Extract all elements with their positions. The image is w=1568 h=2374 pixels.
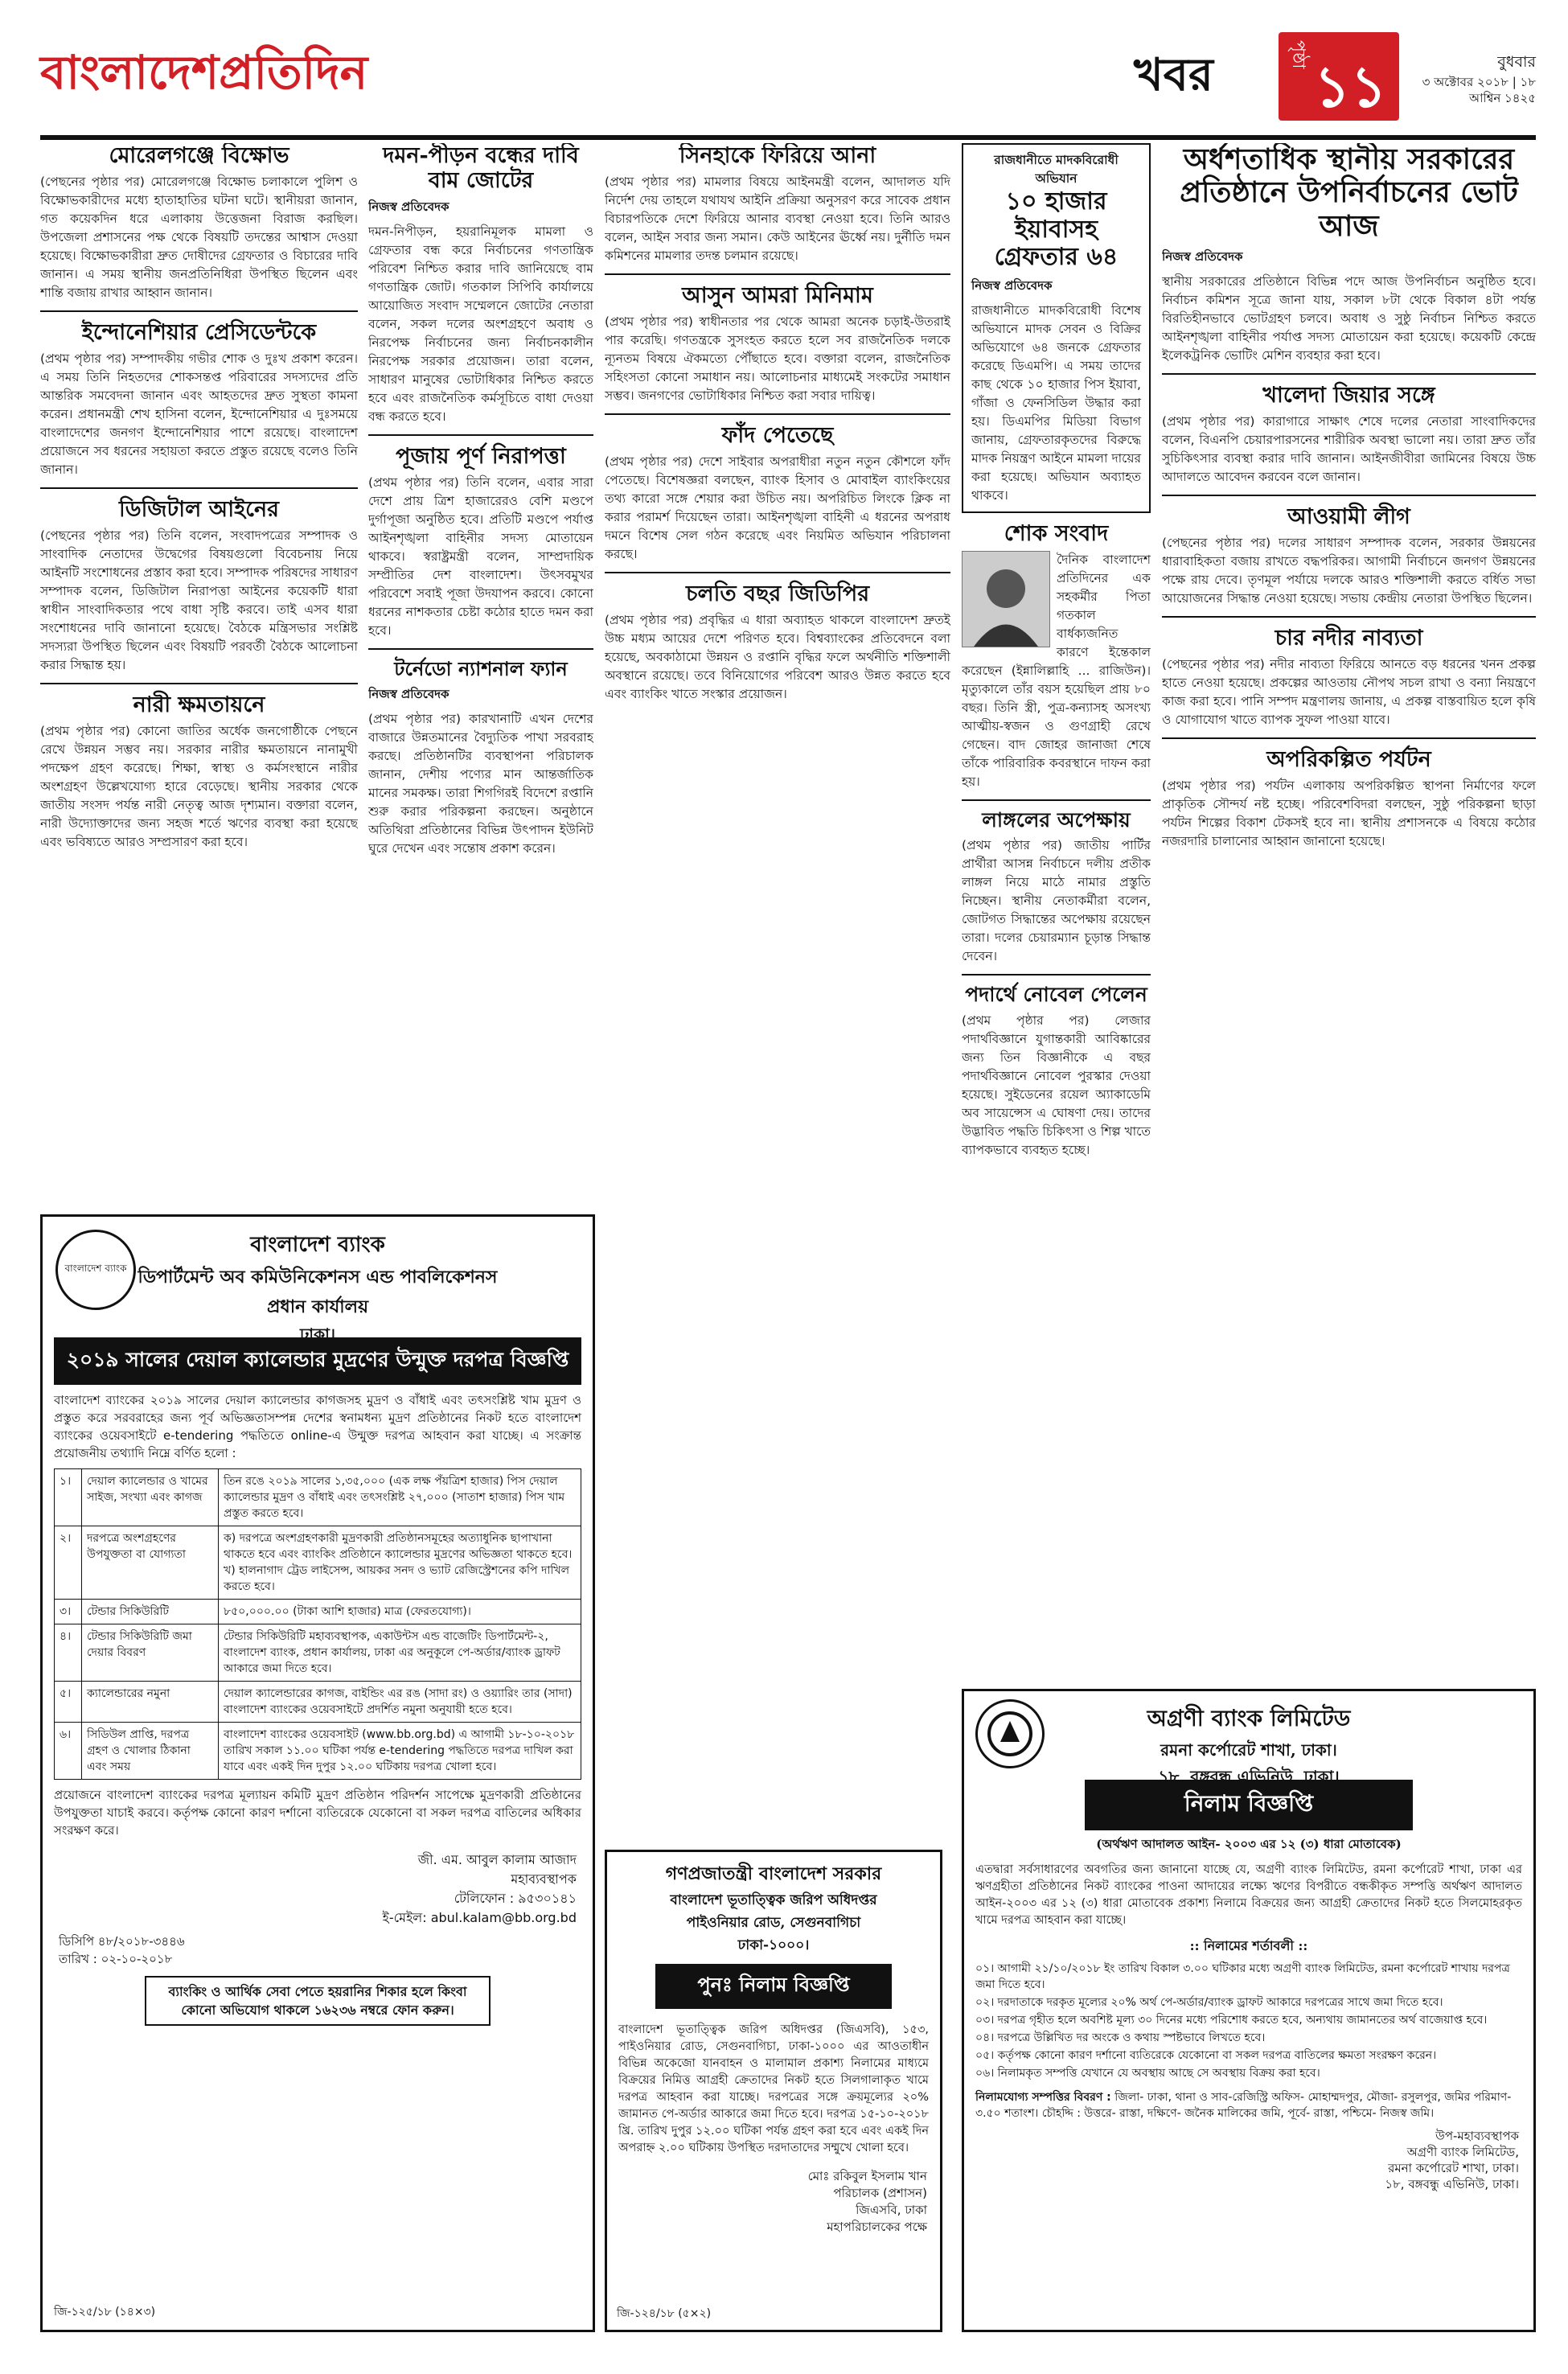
table-row bbox=[55, 1469, 581, 1526]
term-item: ০৬। নিলামকৃত সম্পত্তি যেখানে যে অবস্থায় আছে সে অবস্থায় বিক্রয় করা হবে। bbox=[975, 2067, 1320, 2080]
property-title: নিলামযোগ্য সম্পত্তির বিবরণ : bbox=[975, 2091, 1111, 2104]
ref-date: তারিখ : ০২-১০-২০১৮ bbox=[59, 1952, 173, 1966]
byline: নিজস্ব প্রতিবেদক bbox=[1162, 249, 1243, 265]
divider bbox=[1162, 737, 1536, 739]
ad-banner: নিলাম বিজ্ঞপ্তি bbox=[1085, 1780, 1413, 1830]
byline: নিজস্ব প্রতিবেদক bbox=[368, 199, 449, 215]
divider bbox=[962, 799, 1151, 801]
story-body: (পেছনের পৃষ্ঠার পর) তিনি বলেন, সংবাদপত্রের সম্পাদক ও সাংবাদিক নেতাদের উদ্বেগের বিষয়গুলো বিবেচনায় নিয়ে আইনটি সংশোধনের প্রস্তাব করা হবে। সম্পাদক পরিষদের সাধারণ সম্পাদক বলেন, ডিজিটাল নিরাপত্তা আইনের কয়েকটি ধারা স্বাধীন সাংবাদিকতার পথে বাধা সৃষ্টি করবে। তাই এসব ধারা সংশোধনের দাবি জানানো হয়েছে। বৈঠকে মন্ত্রিসভার সংশ্লিষ্ট সদস্যরা উপস্থিত ছিলেন এবং বিষয়টি পরবর্তী বৈঠকে আলোচনা করার সিদ্ধান্ত হয়। bbox=[40, 528, 358, 673]
org-short: জিএসবি, ঢাকা bbox=[856, 2203, 927, 2217]
masthead-rule bbox=[40, 135, 1536, 140]
headline[interactable]: লাঙ্গলের অপেক্ষায় bbox=[982, 807, 1131, 832]
term-item: ০১। আগামী ২১/১০/২০১৮ ইং তারিখ বিকাল ৩.০০ ঘটিকার মধ্যে অগ্রণী ব্যাংক লিমিটেড, রমনা কর্পোরেট শাখায় দরপত্র জমা দিতে হবে। bbox=[975, 1962, 1510, 1991]
ad-bank: অগ্রণী ব্যাংক লিমিটেড bbox=[1147, 1705, 1351, 1731]
ad-reference bbox=[43, 1932, 593, 1968]
column-4 bbox=[962, 143, 1151, 1406]
logo-mark-icon bbox=[986, 1710, 1034, 1758]
table-row bbox=[55, 1526, 581, 1600]
story-indonesia bbox=[40, 320, 358, 479]
term-item: ০৫। কর্তৃপক্ষ কোনো কারণ দর্শানো ব্যতিরেকে যেকোনো বা সকল দরপত্র বাতিলের ক্ষমতা সংরক্ষণ করেন। bbox=[975, 2049, 1437, 2062]
table-row bbox=[55, 1600, 581, 1624]
email-link[interactable]: ই-মেইল: abul.kalam@bb.org.bd bbox=[382, 1910, 577, 1925]
story-body: (প্রথম পৃষ্ঠার পর) কোনো জাতির অর্ধেক জনগোষ্ঠীকে পেছনে রেখে উন্নয়ন সম্ভব নয়। সরকার নারীর ক্ষমতায়নে নানামুখী পদক্ষেপ গ্রহণ করেছে। শিক্ষা, স্বাস্থ্য ও কর্মসংস্থানে নারীর অংশগ্রহণ উল্লেখযোগ্য হারে বেড়েছে। স্থানীয় সরকার থেকে জাতীয় সংসদ পর্যন্ত নারী নেতৃত্ব আজ দৃশ্যমান। বক্তারা বলেন, নারী উদ্যোক্তাদের জন্য সহজ শর্তে ঋণের ব্যবস্থা করা হয়েছে এবং ভবিষ্যতে আরও সম্প্রসারণ করা হবে। bbox=[40, 724, 358, 850]
story-gdp bbox=[605, 581, 950, 704]
story-body: (প্রথম পৃষ্ঠার পর) লেজার পদার্থবিজ্ঞানে যুগান্তকারী আবিষ্কারের জন্য তিন বিজ্ঞানীকে এ বছর পদার্থবিজ্ঞানে নোবেল পুরস্কার দেওয়া হয়েছে। সুইডেনের রয়েল অ্যাকাডেমি অব সায়েন্সেস এ ঘোষণা দেয়। তাদের উদ্ভাবিত পদ্ধতি চিকিৎসা ও শিল্প খাতে ব্যাপকভাবে ব্যবহৃত হচ্ছে। bbox=[962, 1013, 1151, 1158]
byline: নিজস্ব প্রতিবেদক bbox=[971, 277, 1053, 293]
story-body: দমন-নিপীড়ন, হয়রানিমূলক মামলা ও গ্রেফতার বন্ধ করে নির্বাচনের গণতান্ত্রিক পরিবেশ নিশ্চিত করার দাবি জানিয়েছে বাম গণতান্ত্রিক জোট। গতকাল সিপিবি কার্যালয়ে আয়োজিত সংবাদ সম্মেলনে জোটের নেতারা বলেন, সকল দলের অংশগ্রহণে অবাধ ও নিরপেক্ষ নির্বাচনের জন্য নির্বাচনকালীন নিরপেক্ষ সরকার প্রয়োজন। তারা বলেন, সাধারণ মানুষের ভোটাধিকার নিশ্চিত করতে হবে এবং রাজনৈতিক কর্মসূচিতে বাধা দেওয়া বন্ধ করতে হবে। bbox=[368, 224, 593, 425]
ad-agrani-bank[interactable] bbox=[962, 1689, 1536, 2332]
divider bbox=[40, 310, 358, 312]
ad-org: বাংলাদেশ ব্যাংক bbox=[250, 1233, 385, 1257]
sign-role: উপ-মহাব্যবস্থাপক bbox=[1435, 2129, 1519, 2143]
divider bbox=[368, 648, 593, 650]
signatory: জী. এম. আবুল কালাম আজাদ bbox=[417, 1852, 577, 1867]
row-item: দেয়াল ক্যালেন্ডার ও খামের সাইজ, সংখ্যা এবং কাগজ bbox=[82, 1469, 219, 1526]
tender-table bbox=[54, 1468, 581, 1780]
story-body: (প্রথম পৃষ্ঠার পর) সম্পাদকীয় গভীর শোক ও দুঃখ প্রকাশ করেন। এ সময় তিনি নিহতদের শোকসন্তপ্ত পরিবারের সদস্যদের প্রতি আন্তরিক সমবেদনা জানান এবং আহতদের দ্রুত সুস্থতা কামনা করেন। প্রধানমন্ত্রী শেখ হাসিনা বলেন, ইন্দোনেশিয়ার এ দুঃসময়ে বাংলাদেশের জনগণ ইন্দোনেশিয়ার পাশে রয়েছে। বাংলাদেশ প্রয়োজনে সব ধরনের সহায়তা করতে প্রস্তুত রয়েছে বলেও তিনি জানান। bbox=[40, 351, 358, 478]
terms-title: :: নিলামের শর্তাবলী :: bbox=[1189, 1938, 1308, 1953]
ad-banner: পুনঃ নিলাম বিজ্ঞপ্তি bbox=[655, 1964, 892, 2009]
headline[interactable]: সিনহাকে ফিরিয়ে আনা bbox=[679, 143, 876, 168]
story-body: (পেছনের পৃষ্ঠার পর) মোরেলগঞ্জে বিক্ষোভ চলাকালে পুলিশ ও বিক্ষোভকারীদের মধ্যে হাতাহাতির ঘটনা ঘটে। স্থানীয়রা জানান, গত কয়েকদিন ধরে এলাকায় উত্তেজনা বিরাজ করছিল। উপজেলা প্রশাসনের পক্ষ থেকে বিষয়টি তদন্তের আশ্বাস দেওয়া হয়েছে। বিক্ষোভকারীরা দ্রুত দোষীদের গ্রেফতার ও বিচারের দাবি জানান। এ সময় স্থানীয় জনপ্রতিনিধিরা উপস্থিত ছিলেন এবং শান্তি বজায় রাখার আহ্বান জানান। bbox=[40, 175, 358, 301]
table-row bbox=[55, 1682, 581, 1723]
bank-logo-icon bbox=[975, 1699, 1045, 1768]
story-left-alliance bbox=[368, 143, 593, 426]
story-obituary bbox=[962, 521, 1151, 791]
masthead bbox=[40, 32, 1536, 129]
story-morelganj bbox=[40, 143, 358, 302]
divider bbox=[605, 413, 950, 415]
story-puja-security bbox=[368, 444, 593, 640]
ad-gov: গণপ্রজাতন্ত্রী বাংলাদেশ সরকার bbox=[665, 1863, 882, 1884]
on-behalf: মহাপরিচালকের পক্ষে bbox=[827, 2220, 927, 2234]
ad-body: এতদ্বারা সর্বসাধারণের অবগতির জন্য জানানো যাচ্ছে যে, অগ্রণী ব্যাংক লিমিটেড, রমনা কর্পোরেট শাখা, ঢাকা এর ঋণগ্রহীতা প্রতিষ্ঠানের নিকট ব্যাংকের পাওনা আদায়ের লক্ষ্যে ঋণের বিপরীতে বন্ধকীকৃত সম্পত্তি অর্থঋণ আদালত আইন-২০০৩ এর ১২ (৩) ধারা মোতাবেক প্রকাশ্য নিলামে বিক্রয়ের জন্য আগ্রহী ক্রেতাদের নিকট হতে সিলমোহরকৃত খামে দরপত্র আহবান করা যাচ্ছে। bbox=[975, 1863, 1522, 1927]
term-item: ০২। দরদাতাকে দরকৃত মূল্যের ২০% অর্থ পে-অর্ডার/ব্যাংক ড্রাফট আকারে দরপত্রের সাথে জমা দিতে হবে। bbox=[975, 1996, 1443, 2009]
ref-number: ডিসিপি ৪৮/২০১৮-৩৪৪৬ bbox=[59, 1934, 185, 1949]
ad-banner: ২০১৯ সালের দেয়াল ক্যালেন্ডার মুদ্রণের উন্মুক্ত দরপত্র বিজ্ঞপ্তি bbox=[54, 1337, 581, 1385]
headline[interactable]: নারী ক্ষমতায়নে bbox=[133, 692, 265, 718]
story-awami-league bbox=[1162, 504, 1536, 608]
story-tourism bbox=[1162, 747, 1536, 851]
ad-dept: ডিপার্টমেন্ট অব কমিউনিকেশনস এন্ড পাবলিকেশনস bbox=[138, 1267, 498, 1288]
ad-city: ঢাকা-১০০০। bbox=[737, 1937, 810, 1953]
ad-body: বাংলাদেশ ভূতাত্ত্বিক জরিপ অধিদপ্তর (জিএসবি), ১৫৩, পাইওনিয়ার রোড, সেগুনবাগিচা, ঢাকা-১০০০ এর আওতাধীন বিভিন্ন অকেজো যানবাহন ও মালামাল প্রকাশ্য নিলামের মাধ্যমে বিক্রয়ের নিমিত্ত আগ্রহী ক্রেতাদের নিকট হতে সিলগালাকৃত খামে দরপত্র আহবান করা যাচ্ছে। দরপত্রের সঙ্গে ক্রয়মূল্যের ২০% জামানত পে-অর্ডার আকারে জমা দিতে হবে। দরপত্র ১৫-১০-২০১৮ খ্রি. তারিখ দুপুর ১২.০০ ঘটিকা পর্যন্ত গ্রহণ করা হবে এবং একই দিন অপরাহ্ন ২.০০ ঘটিকায় উপস্থিত দরদাতাদের সম্মুখে খোলা হবে। bbox=[618, 2023, 929, 2154]
divider bbox=[40, 487, 358, 489]
divider bbox=[1162, 373, 1536, 375]
seal-text: বাংলাদেশ ব্যাংক bbox=[64, 1263, 127, 1274]
headline[interactable]: খালেদা জিয়ার সঙ্গে bbox=[1262, 383, 1435, 409]
headline[interactable]: পদার্থে নোবেল পেলেন bbox=[965, 983, 1147, 1007]
story-body: (প্রথম পৃষ্ঠার পর) পর্যটন এলাকায় অপরিকল্পিত স্থাপনা নির্মাণের ফলে প্রাকৃতিক সৌন্দর্য নষ্ট হচ্ছে। পরিবেশবিদরা বলছেন, সুষ্ঠু পরিকল্পনা ছাড়া পর্যটন শিল্পের বিকাশ টেকসই হবে না। স্থানীয় প্রশাসনকে এ বিষয়ে কঠোর নজরদারি চালানোর আহ্বান জানানো হয়েছে। bbox=[1162, 778, 1536, 849]
designation: পরিচালক (প্রশাসন) bbox=[833, 2186, 927, 2200]
row-detail: টেন্ডার সিকিউরিটি মহাব্যবস্থাপক, একাউন্টস এন্ড বাজেটিং ডিপার্টমেন্ট-২, বাংলাদেশ ব্যাংক, প্রধান কার্যালয়, ঢাকা এর অনুকূলে পে-অর্ডার/ব্যাংক ড্রাফট আকারে জমা দিতে হবে। bbox=[219, 1624, 581, 1682]
ad-code: জি-১২৫/১৮ (১৪×৩) bbox=[54, 2306, 156, 2319]
property-desc: জিলা- ঢাকা, থানা ও সাব-রেজিস্ট্রি অফিস- মোহাম্মদপুর, মৌজা- রসুলপুর, জমির পরিমাণ- ৩.৫০ শতাংশ। চৌহদ্দি : উত্তরে- রাস্তা, দক্ষিণে- জনৈক মালিকের জমি, পূর্বে- রাস্তা, পশ্চিমে- নিজস্ব জমি। bbox=[975, 2091, 1512, 2120]
headline[interactable]: দমন-পীড়ন বন্ধের দাবি বাম জোটের bbox=[383, 143, 579, 194]
headline[interactable]: চার নদীর নাব্যতা bbox=[1275, 626, 1423, 651]
ad-signature bbox=[607, 2163, 940, 2241]
headline[interactable]: চলতি বছর জিডিপির bbox=[685, 581, 870, 607]
story-body: (প্রথম পৃষ্ঠার পর) জাতীয় পার্টির প্রার্থীরা আসন্ন নির্বাচনে দলীয় প্রতীক লাঙ্গল নিয়ে মাঠে নামার প্রস্তুতি নিচ্ছেন। স্থানীয় নেতাকর্মীরা বলেন, জোটগত সিদ্ধান্তের অপেক্ষায় রয়েছেন তারা। দলের চেয়ারম্যান চূড়ান্ত সিদ্ধান্ত দেবেন। bbox=[962, 838, 1151, 964]
divider bbox=[368, 434, 593, 436]
divider bbox=[605, 572, 950, 573]
property-block bbox=[964, 2086, 1533, 2125]
story-body: রাজধানীতে মাদকবিরোধী বিশেষ অভিযানে মাদক সেবন ও বিক্রির অভিযোগে ৬৪ জনকে গ্রেফতার করেছে ডিএমপি। এ সময় তাদের কাছ থেকে ১০ হাজার পিস ইয়াবা, গাঁজা ও ফেনসিডিল উদ্ধার করা হয়। ডিএমপির মিডিয়া বিভাগ জানায়, গ্রেফতারকৃতদের বিরুদ্ধে মাদক নিয়ন্ত্রণ আইনে মামলা দায়ের করা হয়েছে। অভিযান অব্যাহত থাকবে। bbox=[971, 302, 1141, 503]
ad-office: প্রধান কার্যালয় bbox=[266, 1296, 369, 1317]
row-detail: ৮৫০,০০০.০০ (টাকা আশি হাজার) মাত্র (ফেরতযোগ্য)। bbox=[219, 1600, 581, 1624]
headline[interactable]: ইন্দোনেশিয়ার প্রেসিডেন্টকে bbox=[81, 320, 317, 346]
row-number: ১। bbox=[55, 1469, 82, 1526]
row-item: টেন্ডার সিকিউরিটি জমা দেয়ার বিবরণ bbox=[82, 1624, 219, 1682]
ad-addr: পাইওনিয়ার রোড, সেগুনবাগিচা bbox=[686, 1915, 861, 1931]
divider bbox=[962, 974, 1151, 975]
story-body: (পেছনের পৃষ্ঠার পর) নদীর নাব্যতা ফিরিয়ে আনতে বড় ধরনের খনন প্রকল্প হাতে নেওয়া হয়েছে। প্রকল্পের আওতায় নৌপথ সচল রাখা ও বন্যা নিয়ন্ত্রণে কাজ করা হবে। পানি সম্পদ মন্ত্রণালয় জানায়, এ প্রকল্প বাস্তবায়িত হলে কৃষি ও যোগাযোগ খাতে ব্যাপক সুফল পাওয়া যাবে। bbox=[1162, 657, 1536, 728]
kicker: রাজধানীতে মাদকবিরোধী অভিযান bbox=[994, 153, 1119, 186]
story-body: দৈনিক বাংলাদেশ প্রতিদিনের এক সহকর্মীর পিতা গতকাল বার্ধক্যজনিত কারণে ইন্তেকাল করেছেন (ইন্নালিল্লাহি ... রাজিউন)। মৃত্যুকালে তাঁর বয়স হয়েছিল প্রায় ৮০ বছর। তিনি স্ত্রী, পুত্র-কন্যাসহ অসংখ্য আত্মীয়-স্বজন ও গুণগ্রাহী রেখে গেছেন। বাদ জোহর জানাজা শেষে তাঁকে পারিবারিক কবরস্থানে দাফন করা হয়। bbox=[962, 552, 1151, 789]
story-plough bbox=[962, 809, 1151, 967]
phone: টেলিফোন : ৯৫৩০১৪১ bbox=[454, 1891, 577, 1906]
story-body: (প্রথম পৃষ্ঠার পর) কারখানাটি এখন দেশের বাজারে উন্নতমানের বৈদ্যুতিক পাখা সরবরাহ করছে। প্রতিষ্ঠানটির ব্যবস্থাপনা পরিচালক জানান, দেশীয় পণ্যের মান আন্তর্জাতিক মানের সমকক্ষ। তারা শিগগিরই বিদেশে রপ্তানি শুরু করার পরিকল্পনা করছেন। অনুষ্ঠানে অতিথিরা প্রতিষ্ঠানের বিভিন্ন উৎপাদন ইউনিট ঘুরে দেখেন এবং সন্তোষ প্রকাশ করেন। bbox=[368, 711, 593, 856]
ad-intro: বাংলাদেশ ব্যাংকের ২০১৯ সালের দেয়াল ক্যালেন্ডার কাগজসহ মুদ্রণ ও বাঁধাই এবং তৎসংশ্লিষ্ট খাম মুদ্রণ ও প্রস্তুত করে সরবরাহের জন্য পূর্ব অভিজ্ঞতাসম্পন্ন দেশের স্বনামধন্য মুদ্রণ প্রতিষ্ঠানের নিকট হতে বাংলাদেশ ব্যাংকের ওয়েবসাইটে e-tendering পদ্ধতিতে online-এ উন্মুক্ত দরপত্র আহবান করা যাচ্ছে। এ সংক্রান্ত প্রয়োজনীয় তথ্যাদি নিম্নে বর্ণিত হলো : bbox=[54, 1393, 581, 1460]
story-body: (প্রথম পৃষ্ঠার পর) স্বাধীনতার পর থেকে আমরা অনেক চড়াই-উতরাই পার করেছি। গণতন্ত্রকে সুসংহত করতে হলে সব রাজনৈতিক দলকে ন্যূনতম বিষয়ে ঐকমত্যে পৌঁছাতে হবে। বক্তারা বলেন, রাজনৈতিক সহিংসতা কোনো সমাধান নয়। আলোচনার মাধ্যমেই সংকটের সমাধান সম্ভব। জনগণের ভোটাধিকার নিশ্চিত করা সবার দায়িত্ব। bbox=[605, 314, 950, 404]
headline[interactable]: শোক সংবাদ bbox=[1004, 520, 1109, 546]
ad-city: ঢাকা। bbox=[299, 1325, 336, 1344]
row-detail: ক) দরপত্রে অংশগ্রহণকারী মুদ্রণকারী প্রতিষ্ঠানসমূহের অত্যাধুনিক ছাপাখানা থাকতে হবে এবং ব্যাংকিং প্রতিষ্ঠানে ক্যালেন্ডার মুদ্রণের অভিজ্ঞতা থাকতে হবে। খ) হালনাগাদ ট্রেড লাইসেন্স, আয়কর সনদ ও ভ্যাট রেজিস্ট্রেশনের কপি দাখিল করতে হবে। bbox=[219, 1526, 581, 1600]
ad-act: (অর্থঋণ আদালত আইন- ২০০৩ এর ১২ (৩) ধারা মোতাবেক) bbox=[1096, 1837, 1402, 1851]
story-women-empowerment bbox=[40, 692, 358, 852]
ad-bangladesh-bank[interactable] bbox=[40, 1214, 595, 2332]
portrait-icon bbox=[970, 558, 1042, 647]
page-number: ১১ bbox=[1314, 54, 1387, 120]
weekday: বুধবার bbox=[1497, 53, 1536, 71]
story-digital-law bbox=[40, 497, 358, 675]
ad-outro: প্রয়োজনে বাংলাদেশ ব্যাংকের দরপত্র মূল্যায়ন কমিটি মুদ্রণ প্রতিষ্ঠান পরিদর্শন সাপেক্ষে মুদ্রণকারী প্রতিষ্ঠানের উপযুক্ততা যাচাই করবে। কর্তৃপক্ষ কোনো কারণ দর্শানো ব্যতিরেকে যেকোনো বা সকল দরপত্র বাতিলের অধিকার সংরক্ষণ করে। bbox=[54, 1788, 581, 1838]
story-body: (পেছনের পৃষ্ঠার পর) দলের সাধারণ সম্পাদক বলেন, সরকার উন্নয়নের ধারাবাহিকতা বজায় রাখতে বদ্ধপরিকর। আগামী নির্বাচনে জনগণ উন্নয়নের পক্ষে রায় দেবে। তৃণমূল পর্যায়ে দলকে আরও শক্তিশালী করতে বর্ধিত সভা আয়োজনের সিদ্ধান্ত নেওয়া হয়েছে। সভায় কেন্দ্রীয় নেতারা উপস্থিত ছিলেন। bbox=[1162, 536, 1536, 606]
story-sinha bbox=[605, 143, 950, 265]
story-fan bbox=[368, 658, 593, 858]
story-trap bbox=[605, 423, 950, 564]
logo-part1: বাংলাদেশ bbox=[40, 45, 220, 100]
divider bbox=[1162, 495, 1536, 496]
headline[interactable]: মোরেলগঞ্জে বিক্ষোভ bbox=[109, 143, 289, 168]
headline[interactable]: অপরিকল্পিত পর্যটন bbox=[1266, 747, 1431, 773]
story-body: (প্রথম পৃষ্ঠার পর) কারাগারে সাক্ষাৎ শেষে দলের নেতারা সাংবাদিকদের বলেন, বিএনপি চেয়ারপারসনের শারীরিক অবস্থা ভালো নয়। তারা দ্রুত তাঁর সুচিকিৎসার ব্যবস্থা করার দাবি জানান। আইনজীবীরা জামিনের বিষয়ে উচ্চ আদালতে আবেদন করবেন বলে জানান। bbox=[1162, 414, 1536, 485]
story-body: (প্রথম পৃষ্ঠার পর) প্রবৃদ্ধির এ ধারা অব্যাহত থাকলে বাংলাদেশ দ্রুতই উচ্চ মধ্যম আয়ের দেশে পরিণত হবে। বিশ্বব্যাংকের প্রতিবেদনে বলা হয়েছে, অবকাঠামো উন্নয়ন ও রপ্তানি বৃদ্ধির ফলে অর্থনীতি শক্তিশালী অবস্থানে রয়েছে। তবে বিনিয়োগের পরিবেশ আরও উন্নত করতে হবে এবং ব্যাংকিং খাতে সংস্কার প্রয়োজন। bbox=[605, 613, 950, 702]
row-number: ৫। bbox=[55, 1682, 82, 1723]
page-label: পৃষ্ঠা bbox=[1288, 40, 1308, 69]
row-item: সিডিউল প্রাপ্তি, দরপত্র গ্রহণ ও খোলার ঠিকানা এবং সময় bbox=[82, 1723, 219, 1780]
row-item: দরপত্রে অংশগ্রহণের উপযুক্ততা বা যোগ্যতা bbox=[82, 1526, 219, 1600]
divider bbox=[1162, 616, 1536, 618]
ad-code: জি-১২৪/১৮ (৫×২) bbox=[617, 2307, 712, 2320]
story-khaleda bbox=[1162, 383, 1536, 487]
ad-org: বাংলাদেশ ভূতাত্ত্বিক জরিপ অধিদপ্তর bbox=[670, 1892, 877, 1908]
row-item: ক্যালেন্ডারের নমুনা bbox=[82, 1682, 219, 1723]
column-3 bbox=[605, 143, 950, 1800]
headline[interactable]: ডিজিটাল আইনের bbox=[119, 497, 279, 523]
ad-addr: ১৮, বঙ্গবন্ধু এভিনিউ, ঢাকা। bbox=[1158, 1767, 1340, 1786]
ad-branch: রমনা কর্পোরেট শাখা, ঢাকা। bbox=[1160, 1740, 1337, 1760]
headline[interactable]: ১০ হাজার ইয়াবাসহ গ্রেফতার ৬৪ bbox=[994, 187, 1119, 271]
story-body: স্থানীয় সরকারের প্রতিষ্ঠানে বিভিন্ন পদে আজ উপনির্বাচন অনুষ্ঠিত হবে। নির্বাচন কমিশন সূত্রে জানা যায়, সকাল ৮টা থেকে বিকাল ৪টা পর্যন্ত বিরতিহীনভাবে ভোটগ্রহণ চলবে। অবাধ ও সুষ্ঠু নির্বাচন নিশ্চিত করতে আইনশৃঙ্খলা বাহিনীর পর্যাপ্ত সদস্য মোতায়েন করা হয়েছে। কয়েকটি কেন্দ্রে ইলেকট্রনিক ভোটিং মেশিন ব্যবহার করা হবে। bbox=[1162, 274, 1536, 363]
story-body: (প্রথম পৃষ্ঠার পর) তিনি বলেন, এবার সারা দেশে প্রায় ত্রিশ হাজারেরও বেশি মণ্ডপে দুর্গাপূজা অনুষ্ঠিত হবে। প্রতিটি মণ্ডপে পর্যাপ্ত আইনশৃঙ্খলা বাহিনীর সদস্য মোতায়েন থাকবে। স্বরাষ্ট্রমন্ত্রী বলেন, সাম্প্রদায়িক সম্প্রীতির দেশ বাংলাদেশ। উৎসবমুখর পরিবেশে সবাই পূজা উদযাপন করবে। কোনো ধরনের নাশকতার চেষ্টা কঠোর হাতে দমন করা হবে। bbox=[368, 475, 593, 639]
column-1 bbox=[40, 143, 358, 1205]
date: ৩ অক্টোবর ২০১৮ | ১৮ আশ্বিন ১৪২৫ bbox=[1422, 75, 1536, 105]
story-minimum bbox=[605, 283, 950, 405]
headline[interactable]: আসুন আমরা মিনিমাম bbox=[682, 283, 873, 309]
sign-branch: রমনা কর্পোরেট শাখা, ঢাকা। bbox=[1388, 2161, 1519, 2175]
headline[interactable]: ফাঁদ পেতেছে bbox=[721, 423, 834, 449]
dateline bbox=[1403, 50, 1536, 106]
story-rivers bbox=[1162, 626, 1536, 729]
story-nobel bbox=[962, 984, 1151, 1160]
sign-bank: অগ্রণী ব্যাংক লিমিটেড, bbox=[1406, 2145, 1519, 2159]
row-detail: বাংলাদেশ ব্যাংকের ওয়েবসাইট (www.bb.org.bd) এ আগামী ১৮-১০-২০১৮ তারিখ সকাল ১১.০০ ঘটিকা পর্যন্ত e-tendering পদ্ধতিতে দরপত্র দাখিল করা যাবে এবং একই দিন দুপুর ১২.০০ ঘটিকায় দরপত্র খোলা হবে। bbox=[219, 1723, 581, 1780]
ad-header bbox=[964, 1691, 1533, 1786]
headline[interactable]: অর্ধশতাধিক স্থানীয় সরকারের প্রতিষ্ঠানে উপনির্বাচনের ভোট আজ bbox=[1180, 143, 1518, 243]
divider bbox=[605, 273, 950, 275]
signatory: মোঃ রকিবুল ইসলাম খান bbox=[807, 2169, 927, 2183]
obituary-photo bbox=[962, 551, 1050, 647]
story-yaba-arrest bbox=[962, 143, 1151, 513]
column-2 bbox=[368, 143, 593, 1205]
term-item: ০৪। দরপত্রে উল্লিখিত দর অংকে ও কথায় স্পষ্টভাবে লিখতে হবে। bbox=[975, 2031, 1266, 2044]
byline: নিজস্ব প্রতিবেদক bbox=[368, 686, 449, 701]
bank-seal-icon bbox=[55, 1230, 136, 1310]
row-number: ৬। bbox=[55, 1723, 82, 1780]
designation: মহাব্যবস্থাপক bbox=[511, 1871, 577, 1887]
ad-signature bbox=[43, 1846, 593, 1932]
ad-gsb-auction[interactable] bbox=[605, 1850, 942, 2332]
row-number: ২। bbox=[55, 1526, 82, 1600]
sign-addr: ১৮, বঙ্গবন্ধু এভিনিউ, ঢাকা। bbox=[1385, 2177, 1519, 2191]
term-item: ০৩। দরপত্র গৃহীত হলে অবশিষ্ট মূল্য ৩০ দিনের মধ্যে পরিশোধ করতে হবে, অন্যথায় জামানতের অর্থ বাজেয়াপ্ত হবে। bbox=[975, 2014, 1488, 2027]
headline[interactable]: আওয়ামী লীগ bbox=[1287, 504, 1410, 530]
section-title: খবর bbox=[1134, 49, 1213, 101]
headline[interactable]: টর্নেডো ন্যাশনাল ফ্যান bbox=[394, 657, 568, 681]
row-number: ৩। bbox=[55, 1600, 82, 1624]
complaint-note: ব্যাংকিং ও আর্থিক সেবা পেতে হয়রানির শিকার হলে কিংবা কোনো অভিযোগ থাকলে ১৬২৩৬ নম্বরে ফোন করুন। bbox=[145, 1976, 491, 2026]
divider bbox=[40, 683, 358, 684]
story-by-election bbox=[1162, 143, 1536, 365]
row-number: ৪। bbox=[55, 1624, 82, 1682]
terms-list bbox=[964, 1957, 1533, 2086]
story-body: (প্রথম পৃষ্ঠার পর) মামলার বিষয়ে আইনমন্ত্রী বলেন, আদালত যদি নির্দেশ দেয় তাহলে যথাযথ আইনি প্রক্রিয়া অনুসরণ করে সাবেক প্রধান বিচারপতিকে দেশে ফিরিয়ে আনার ব্যবস্থা নেওয়া হবে। তিনি আরও বলেন, আইন সবার জন্য সমান। কেউ আইনের ঊর্ধ্বে নয়। দুর্নীতি দমন কমিশনের মামলার তদন্ত চলমান রয়েছে। bbox=[605, 175, 950, 264]
newspaper-logo[interactable] bbox=[40, 37, 367, 115]
page-number-badge bbox=[1279, 32, 1399, 121]
logo-part2: প্রতিদিন bbox=[219, 45, 368, 100]
row-detail: দেয়াল ক্যালেন্ডারের কাগজ, বাইন্ডিং এর রঙ (সাদা রং) ও ওয়্যারিং তার (সাদা) বাংলাদেশ ব্যাংকের ওয়েবসাইটে প্রদর্শিত নমুনা অনুযায়ী হতে হবে। bbox=[219, 1682, 581, 1723]
table-row bbox=[55, 1723, 581, 1780]
column-5 bbox=[1162, 143, 1536, 1663]
ad-signature bbox=[964, 2125, 1533, 2195]
row-item: টেন্ডার সিকিউরিটি bbox=[82, 1600, 219, 1624]
story-body: (প্রথম পৃষ্ঠার পর) দেশে সাইবার অপরাধীরা নতুন নতুন কৌশলে ফাঁদ পেতেছে। বিশেষজ্ঞরা বলছেন, ব্যাংক হিসাব ও মোবাইল ব্যাংকিংয়ের তথ্য কারো সঙ্গে শেয়ার করা উচিত নয়। অপরিচিত লিংকে ক্লিক না করার পরামর্শ দিয়েছেন তারা। আইনশৃঙ্খলা বাহিনী এ ধরনের অপরাধ দমনে বিশেষ সেল গঠন করেছে এবং নিয়মিত অভিযান পরিচালনা করছে। bbox=[605, 454, 950, 562]
table-row bbox=[55, 1624, 581, 1682]
headline[interactable]: পূজায় পূর্ণ নিরাপত্তা bbox=[396, 444, 566, 470]
ad-header bbox=[43, 1217, 593, 1344]
row-detail: তিন রঙে ২০১৯ সালের ১,৩৫,০০০ (এক লক্ষ পঁয়ত্রিশ হাজার) পিস দেয়াল ক্যালেন্ডার মুদ্রণ ও বাঁধাই এবং তৎসংশ্লিষ্ট ২৭,০০০ (সাতাশ হাজার) পিস খাম প্রস্তুত করতে হবে। bbox=[219, 1469, 581, 1526]
